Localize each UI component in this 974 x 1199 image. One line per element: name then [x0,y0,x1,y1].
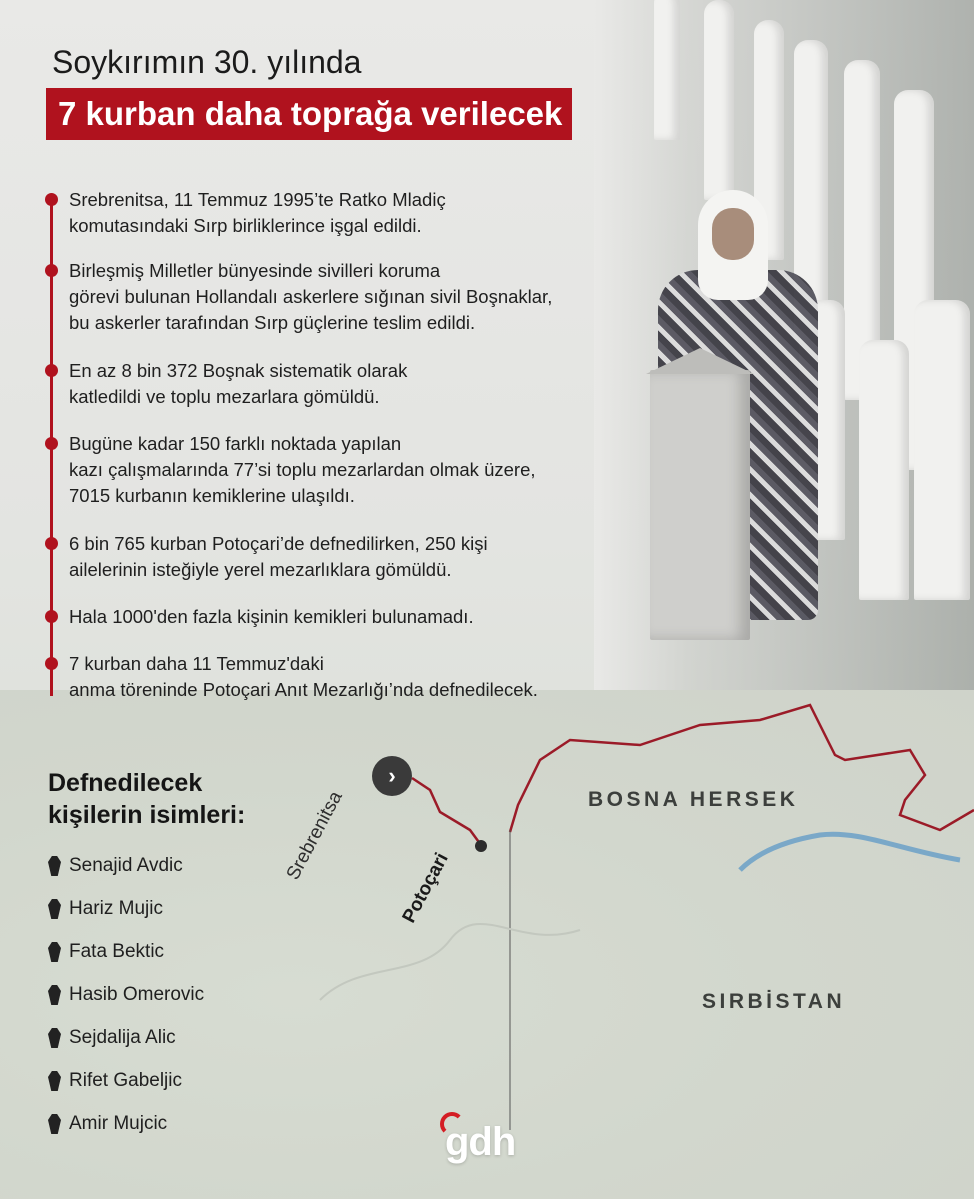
timeline-item: Bugüne kadar 150 farklı noktada yapılan kazı çalışmalarında 77’si toplu mezarlardan olmak üzere, 7015 kurbanın kemiklerine ulaşıldı. [69,433,536,506]
name-item [48,938,164,966]
country-label-serbia: SIRBİSTAN [702,990,846,1013]
route-line [412,778,481,845]
name-item [48,1067,182,1095]
timeline-dot [45,610,58,623]
timeline-dot [45,657,58,670]
timeline-item: Hala 1000'den fazla kişinin kemikleri bulunamadı. [69,606,474,627]
name-text: Sejdalija Alic [69,1027,176,1048]
coffin-icon [48,1028,61,1048]
terrain-line [320,924,580,1000]
coffin-icon [48,985,61,1005]
timeline-item: Srebrenitsa, 11 Temmuz 1995’te Ratko Mladiç komutasındaki Sırp birliklerince işgal edildi. [69,189,446,236]
headline: 7 kurban daha toprağa verilecek [46,88,572,140]
coffin-icon [48,899,61,919]
timeline-dot [45,537,58,550]
potocari-dot [475,840,487,852]
coffin-icon [48,1114,61,1134]
timeline-item: Birleşmiş Milletler bünyesinde sivilleri koruma görevi bulunan Hollandalı askerlere sığınan sivil Boşnaklar, bu askerler tarafından Sırp güçlerine teslim edildi. [69,260,553,333]
border-line [510,705,974,832]
name-item [48,981,204,1009]
timeline-dot [45,264,58,277]
coffin-icon [48,942,61,962]
timeline-item: En az 8 bin 372 Boşnak sistematik olarak katledildi ve toplu mezarlara gömüldü. [69,360,408,407]
names-title: Defnedilecek kişilerin isimleri: [48,769,246,829]
name-item [48,1024,176,1052]
timeline-item: 6 bin 765 kurban Potoçari’de defnedilirken, 250 kişi ailelerinin isteğiyle yerel mezarlıklara gömüldü. [69,533,488,580]
coffin-icon [48,856,61,876]
name-text: Hariz Mujic [69,898,163,919]
city-label-potocari: Potoçari [398,849,453,927]
name-item [48,1110,167,1138]
chevron-right-icon: › [388,763,396,788]
name-text: Hasib Omerovic [69,984,205,1005]
timeline-dot [45,364,58,377]
river [740,834,960,870]
name-text: Amir Mujcic [69,1113,168,1134]
timeline-dot [45,437,58,450]
name-text: Rifet Gabeljic [69,1070,182,1091]
name-item [48,852,183,880]
subtitle: Soykırımın 30. yılında [52,44,362,80]
name-text: Fata Bektic [69,941,165,962]
name-text: Senajid Avdic [69,855,183,876]
coffin-icon [48,1071,61,1091]
timeline-item: 7 kurban daha 11 Temmuz'daki anma töreninde Potoçari Anıt Mezarlığı’nda defnedilecek. [69,653,538,700]
country-label-bosnia: BOSNA HERSEK [588,788,799,811]
timeline-dot [45,193,58,206]
map-pin [372,756,412,796]
city-label-srebrenitsa: Srebrenitsa [282,787,347,884]
name-item [48,895,163,923]
brand-logo: gdh [445,1120,516,1164]
